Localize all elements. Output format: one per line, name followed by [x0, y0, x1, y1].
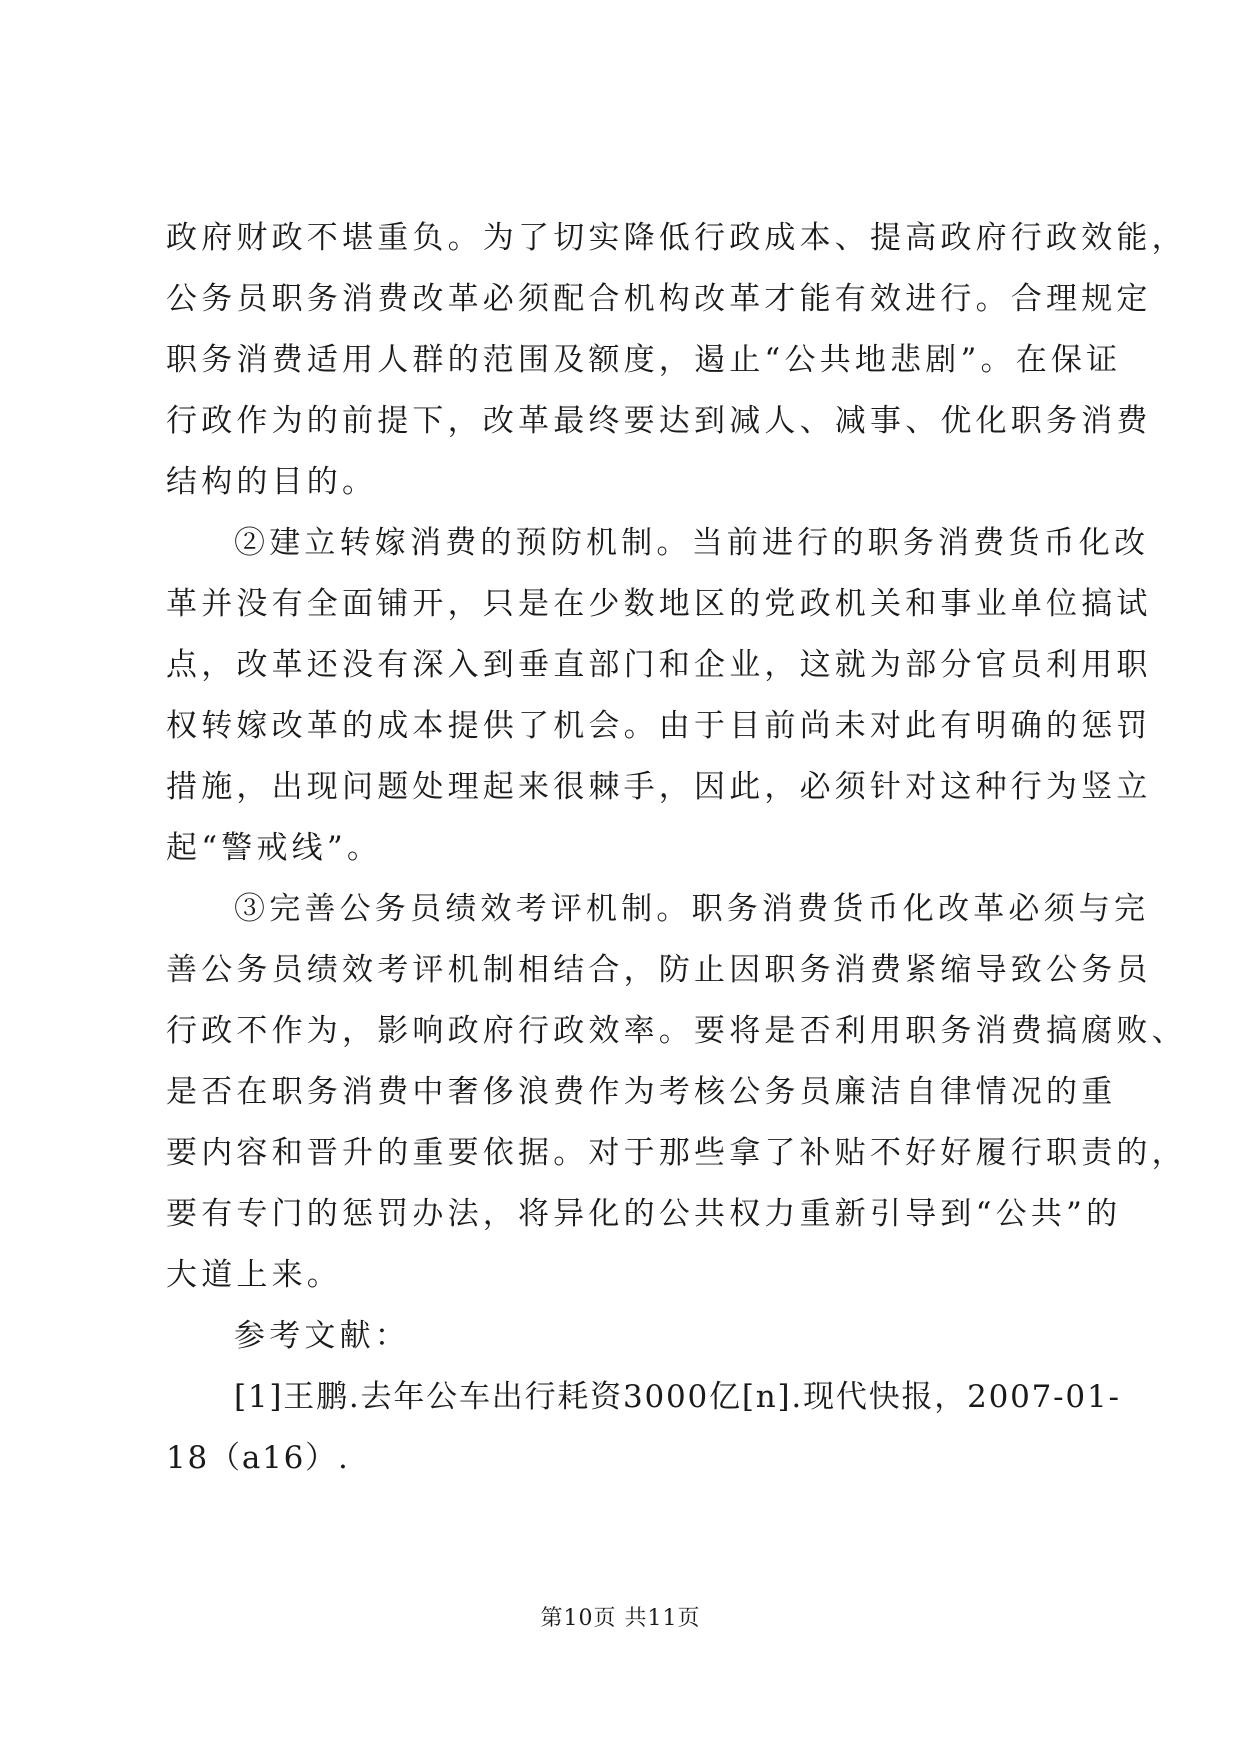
reference-entry-continued: 18（a16）.	[166, 1440, 350, 1476]
paragraph-line: 要有专门的惩罚办法，将异化的公共权力重新引导到“公共”的	[166, 1196, 1122, 1232]
paragraph-line: 点，改革还没有深入到垂直部门和企业，这就为部分官员利用职	[166, 647, 1152, 683]
paragraph-line: 善公务员绩效考评机制相结合，防止因职务消费紧缩导致公务员	[166, 952, 1152, 988]
reference-entry: [1]王鹏.去年公车出行耗资3000亿[n].现代快报，2007-01-	[234, 1379, 1121, 1415]
body-text	[166, 208, 1187, 1489]
paragraph-line: 权转嫁改革的成本提供了机会。由于目前尚未对此有明确的惩罚	[166, 708, 1152, 744]
paragraph-line: 政府财政不堪重负。为了切实降低行政成本、提高政府行政效能，	[166, 220, 1187, 256]
paragraph-line: 行政不作为，影响政府行政效率。要将是否利用职务消费搞腐败、	[166, 1013, 1187, 1049]
paragraph-line: 起“警戒线”。	[166, 830, 383, 866]
paragraph-line: 是否在职务消费中奢侈浪费作为考核公务员廉洁自律情况的重	[166, 1074, 1117, 1110]
paragraph-line: 要内容和晋升的重要依据。对于那些拿了补贴不好好履行职责的，	[166, 1135, 1187, 1171]
paragraph-line: 大道上来。	[166, 1257, 342, 1293]
paragraph-line: 职务消费适用人群的范围及额度，遏止“公共地悲剧”。在保证	[166, 342, 1122, 378]
paragraph-line: ②建立转嫁消费的预防机制。当前进行的职务消费货币化改	[234, 525, 1150, 561]
references-heading: 参考文献：	[234, 1318, 410, 1354]
paragraph-line: 行政作为的前提下，改革最终要达到减人、减事、优化职务消费	[166, 403, 1152, 439]
paragraph-line: ③完善公务员绩效考评机制。职务消费货币化改革必须与完	[234, 891, 1150, 927]
paragraph-line: 措施，出现问题处理起来很棘手，因此，必须针对这种行为竖立	[166, 769, 1152, 805]
page-number-footer: 第10页 共11页	[540, 1606, 701, 1631]
paragraph-line: 结构的目的。	[166, 464, 378, 500]
paragraph-line: 公务员职务消费改革必须配合机构改革才能有效进行。合理规定	[166, 281, 1152, 317]
paragraph-line: 革并没有全面铺开，只是在少数地区的党政机关和事业单位搞试	[166, 586, 1152, 622]
